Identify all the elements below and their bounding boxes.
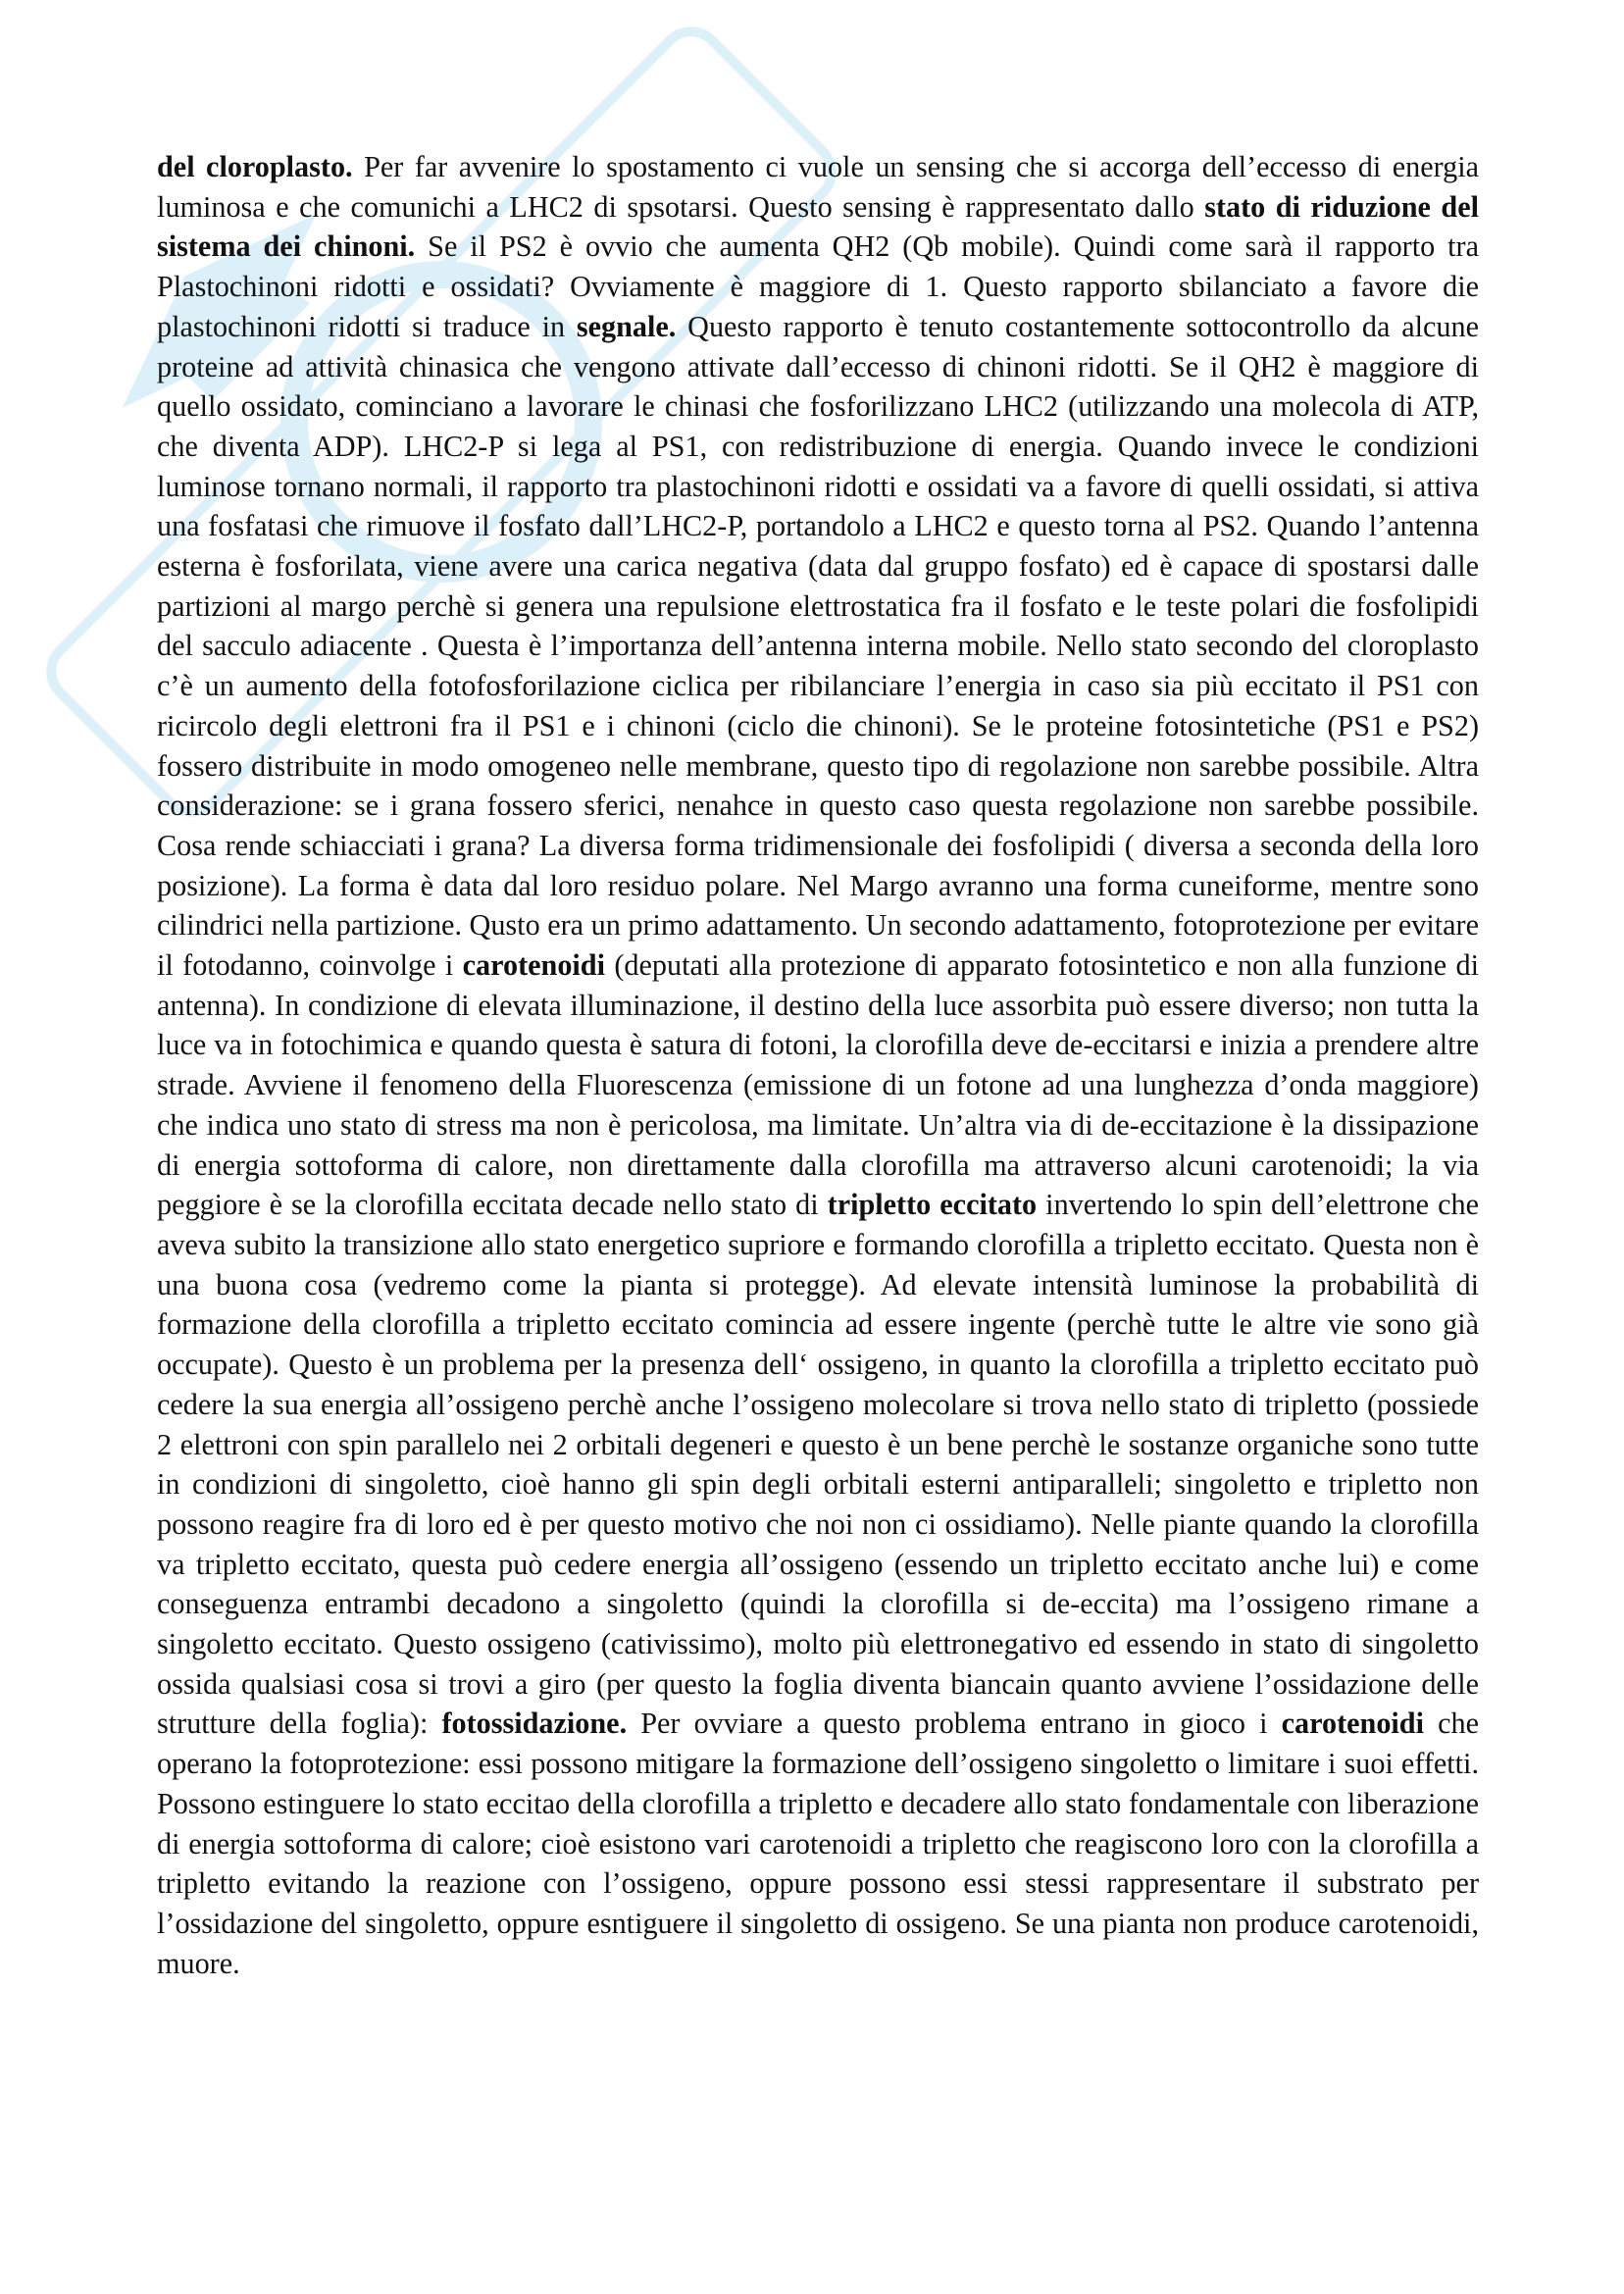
- bold-term: stato di riduzione del sistema dei chinoni.: [157, 189, 1479, 264]
- bold-term: segnale.: [576, 309, 677, 343]
- document-body-text: [157, 147, 1479, 1983]
- text-run: che operano la fotoprotezione: essi possono mitigare la formazione dell’ossigeno singoletto o limitare i suoi effetti. Possono estinguere lo stato eccitao della clorofilla a tripletto e decadere allo stato fondamentale con liberazione di energia sottoforma di calore; cioè esistono vari carotenoidi a tripletto che reagiscono loro con la clorofilla a tripletto evitando la reazione con l’ossigeno, oppure possono essi stessi rappresentare il substrato per l’ossidazione del singoletto, oppure esntiguere il singoletto di ossigeno. Se una pianta non produce carotenoidi, muore.: [157, 1707, 1479, 1980]
- text-run: Per ovviare a questo problema entrano in gioco i: [627, 1707, 1282, 1741]
- bold-term: tripletto eccitato: [827, 1188, 1038, 1222]
- bold-term: fotossidazione.: [441, 1707, 628, 1741]
- text-run: invertendo lo spin dell’elettrone che aveva subito la transizione allo stato energetico supriore e formando clorofilla a tripletto eccitato. Questa non è una buona cosa (vedremo come la pianta si protegge). Ad elevate intensità luminose la probabilità di formazione della clorofilla a tripletto eccitato comincia ad essere ingente (perchè tutte le altre vie sono già occupate). Questo è un problema per la presenza dell‘ ossigeno, in quanto la clorofilla a tripletto eccitato può cedere la sua energia all’ossigeno perchè anche l’ossigeno molecolare si trova nello stato di tripletto (possiede 2 elettroni con spin parallelo nei 2 orbitali degeneri e questo è un bene perchè le sostanze organiche sono tutte in condizioni di singoletto, cioè hanno gli spin degli orbitali esterni antiparalleli; singoletto e tripletto non possono reagire fra di loro ed è per questo motivo che noi non ci ossidiamo). Nelle piante quando la clorofilla va tripletto eccitato, questa può cedere energia all’ossigeno (essendo un tripletto eccitato anche lui) e come conseguenza entrambi decadono a singoletto (quindi la clorofilla si de-eccita) ma l’ossigeno rimane a singoletto eccitato. Questo ossigeno (cativissimo), molto più elettronegativo ed essendo in stato di singoletto ossida qualsiasi cosa si trovi a giro (per questo la foglia diventa biancain quanto avviene l’ossidazione delle strutture della foglia):: [157, 1188, 1479, 1741]
- bold-term: del cloroplasto.: [157, 150, 353, 183]
- text-run: Se il PS2 è ovvio che aumenta QH2 (Qb mobile). Quindi come sarà il rapporto tra Plastochinoni ridotti e ossidati? Ovviamente è maggiore di 1. Questo rapporto sbilanciato a favore die plastochinoni ridotti si traduce in: [157, 229, 1479, 343]
- bold-term: carotenoidi: [1281, 1707, 1424, 1741]
- text-run: (deputati alla protezione di apparato fotosintetico e non alla funzione di antenna). In condizione di elevata illuminazione, il destino della luce assorbita può essere diverso; non tutta la luce va in fotochimica e quando questa è satura di fotoni, la clorofilla deve de-eccitarsi e inizia a prendere altre strade. Avviene il fenomeno della Fluorescenza (emissione di un fotone ad una lunghezza d’onda maggiore) che indica uno stato di stress ma non è pericolosa, ma limitate. Un’altra via di de-eccitazione è la dissipazione di energia sottoforma di calore, non direttamente dalla clorofilla ma attraverso alcuni carotenoidi; la via peggiore è se la clorofilla eccitata decade nello stato di: [157, 948, 1479, 1222]
- text-run: Per far avvenire lo spostamento ci vuole un sensing che si accorga dell’eccesso di energia luminosa e che comunichi a LHC2 di spsotarsi. Questo sensing è rappresentato dallo: [157, 150, 1479, 224]
- bold-term: carotenoidi: [462, 948, 605, 983]
- text-run: Questo rapporto è tenuto costantemente sottocontrollo da alcune proteine ad attività chinasica che vengono attivate dall’eccesso di chinoni ridotti. Se il QH2 è maggiore di quello ossidato, cominciano a lavorare le chinasi che fosforilizzano LHC2 (utilizzando una molecola di ATP, che diventa ADP). LHC2-P si lega al PS1, con redistribuzione di energia. Quando invece le condizioni luminose tornano normali, il rapporto tra plastochinoni ridotti e ossidati va a favore di quelli ossidati, si attiva una fosfatasi che rimuove il fosfato dall’LHC2-P, portandolo a LHC2 e questo torna al PS2. Quando l’antenna esterna è fosforilata, viene avere una carica negativa (data dal gruppo fosfato) ed è capace di spostarsi dalle partizioni al margo perchè si genera una repulsione elettrostatica fra il fosfato e le teste polari die fosfolipidi del sacculo adiacente . Questa è l’importanza dell’antenna interna mobile. Nello stato secondo del cloroplasto c’è un aumento della fotofosforilazione ciclica per ribilanciare l’energia in caso sia più eccitato il PS1 con ricircolo degli elettroni fra il PS1 e i chinoni (ciclo die chinoni). Se le proteine fotosintetiche (PS1 e PS2) fossero distribuite in modo omogeneo nelle membrane, questo tipo di regolazione non sarebbe possibile. Altra considerazione: se i grana fossero sferici, nenahce in questo caso questa regolazione non sarebbe possibile. Cosa rende schiacciati i grana? La diversa forma tridimensionale dei fosfolipidi ( diversa a seconda della loro posizione). La forma è data dal loro residuo polare. Nel Margo avranno una forma cuneiforme, mentre sono cilindrici nella partizione. Qusto era un primo adattamento. Un secondo adattamento, fotoprotezione per evitare il fotodanno, coinvolge i: [157, 309, 1479, 983]
